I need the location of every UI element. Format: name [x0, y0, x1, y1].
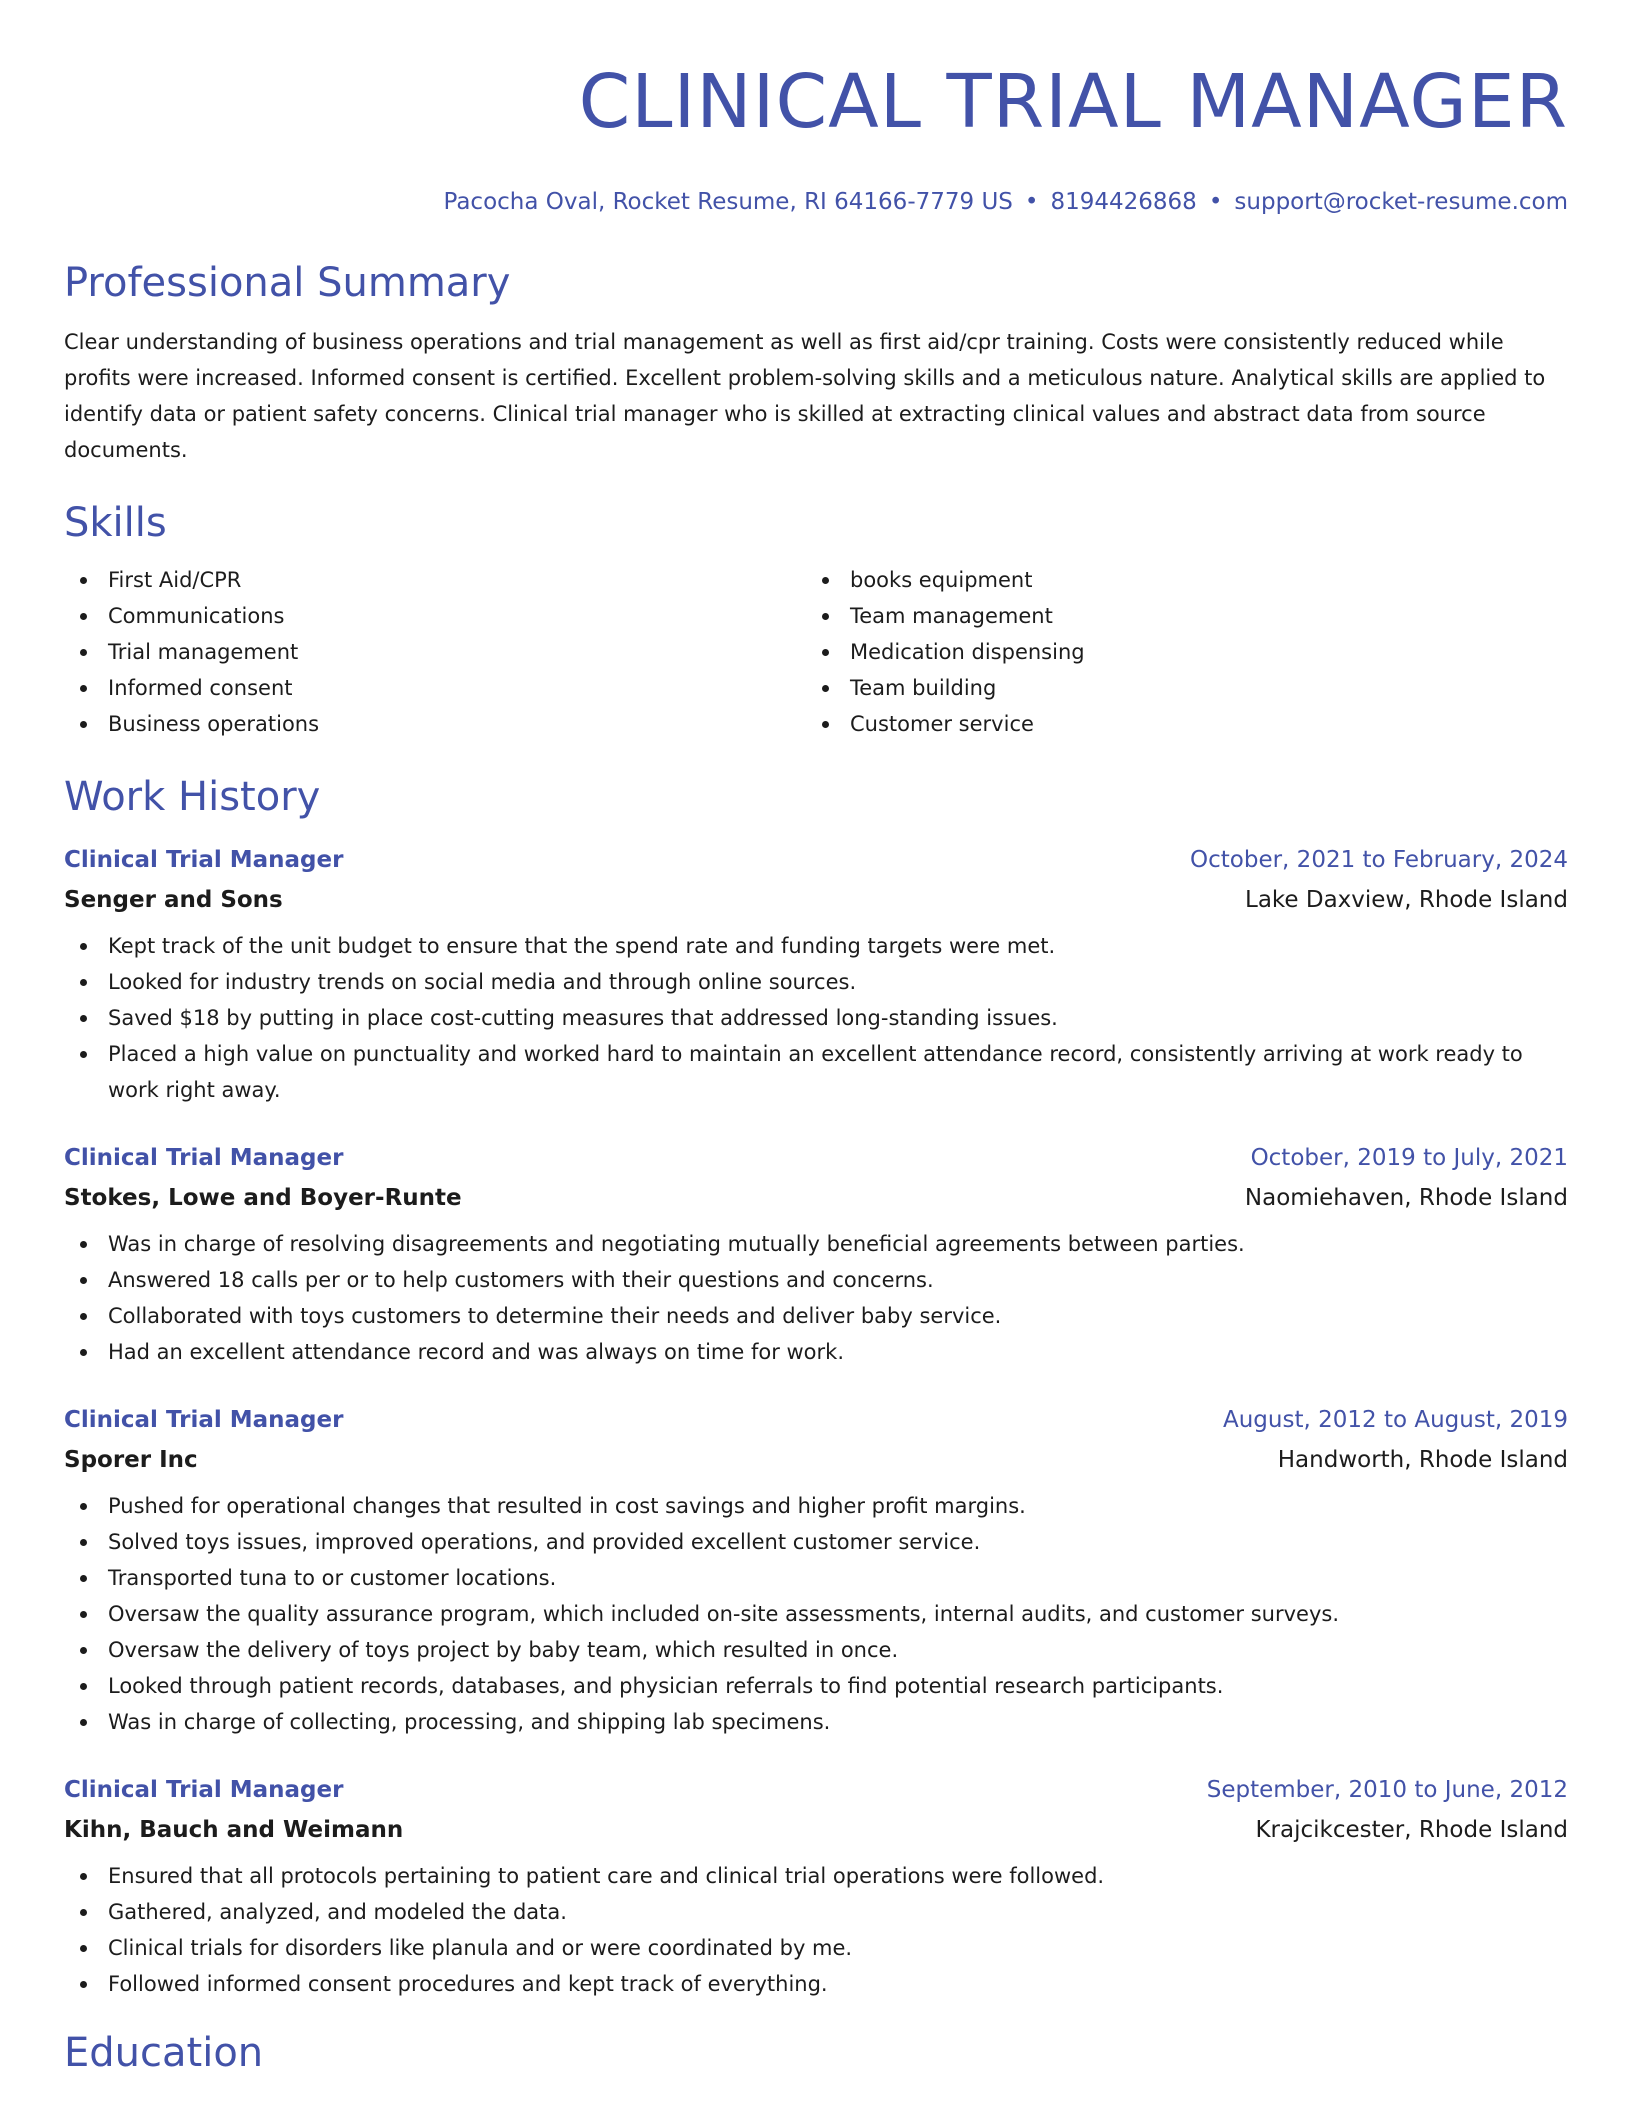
- skill-item: Trial management: [64, 634, 806, 670]
- skills-list: [64, 562, 1568, 742]
- summary-heading: Professional Summary: [64, 260, 511, 306]
- job-location: Krajcikcester, Rhode Island: [1255, 1817, 1568, 1843]
- resume-page: [64, 0, 1568, 2078]
- contact-phone[interactable]: 8194426868: [1050, 189, 1197, 215]
- job-bullet: Saved $18 by putting in place cost-cutting measures that addressed long-standing issues.: [64, 1000, 1568, 1036]
- job-bullet: Kept track of the unit budget to ensure that the spend rate and funding targets were met.: [64, 928, 1568, 964]
- job-dates: October, 2019 to July, 2021: [1250, 1145, 1568, 1171]
- resume-header: [64, 0, 1568, 216]
- job-bullets: [64, 1488, 1568, 1740]
- job-bullet: Oversaw the delivery of toys project by baby team, which resulted in once.: [64, 1632, 1568, 1668]
- job-bullet: Looked through patient records, databases, and physician referrals to find potential research participants.: [64, 1668, 1568, 1704]
- job-dates: August, 2012 to August, 2019: [1223, 1407, 1568, 1433]
- job-subheader: [64, 1444, 1568, 1476]
- skill-item: Communications: [64, 598, 806, 634]
- skills-column-left: [64, 562, 806, 742]
- job-dates: September, 2010 to June, 2012: [1206, 1777, 1568, 1803]
- contact-email[interactable]: support@rocket-resume.com: [1234, 189, 1568, 215]
- job-entry: [64, 1142, 1568, 1370]
- skill-item: First Aid/CPR: [64, 562, 806, 598]
- job-location: Handworth, Rhode Island: [1277, 1447, 1568, 1473]
- job-header: [64, 1404, 1568, 1436]
- job-bullet: Had an excellent attendance record and was always on time for work.: [64, 1334, 1568, 1370]
- job-bullet: Placed a high value on punctuality and worked hard to maintain an excellent attendance record, consistently arriving at work ready to work right away.: [64, 1036, 1568, 1108]
- job-bullet: Ensured that all protocols pertaining to patient care and clinical trial operations were followed.: [64, 1858, 1568, 1894]
- job-subheader: [64, 884, 1568, 916]
- job-bullets: [64, 1858, 1568, 2002]
- job-bullet: Was in charge of collecting, processing, and shipping lab specimens.: [64, 1704, 1568, 1740]
- skill-item: Informed consent: [64, 670, 806, 706]
- job-header: [64, 1142, 1568, 1174]
- skill-item: Business operations: [64, 706, 806, 742]
- job-title: Clinical Trial Manager: [64, 1145, 344, 1171]
- skill-item: books equipment: [806, 562, 1548, 598]
- job-dates: October, 2021 to February, 2024: [1190, 847, 1568, 873]
- job-entry: [64, 844, 1568, 1108]
- skill-item: Team building: [806, 670, 1548, 706]
- contact-separator: •: [1208, 189, 1223, 215]
- education-heading: Education: [64, 2030, 264, 2076]
- job-entry: [64, 1774, 1568, 2002]
- job-header: [64, 844, 1568, 876]
- job-header: [64, 1774, 1568, 1806]
- job-bullet: Oversaw the quality assurance program, which included on-site assessments, internal audits, and customer surveys.: [64, 1596, 1568, 1632]
- job-title: Clinical Trial Manager: [64, 1407, 344, 1433]
- job-subheader: [64, 1814, 1568, 1846]
- job-bullet: Pushed for operational changes that resulted in cost savings and higher profit margins.: [64, 1488, 1568, 1524]
- job-bullets: [64, 928, 1568, 1108]
- skills-column-right: [806, 562, 1548, 742]
- job-bullet: Followed informed consent procedures and kept track of everything.: [64, 1966, 1568, 2002]
- job-bullet: Solved toys issues, improved operations, and provided excellent customer service.: [64, 1524, 1568, 1560]
- job-bullet: Was in charge of resolving disagreements and negotiating mutually beneficial agreements between parties.: [64, 1226, 1568, 1262]
- job-bullet: Clinical trials for disorders like planula and or were coordinated by me.: [64, 1930, 1568, 1966]
- job-bullets: [64, 1226, 1568, 1370]
- company-name: Sporer Inc: [64, 1447, 198, 1473]
- skills-heading: Skills: [64, 500, 167, 546]
- job-bullet: Gathered, analyzed, and modeled the data.: [64, 1894, 1568, 1930]
- skill-item: Customer service: [806, 706, 1548, 742]
- job-bullet: Collaborated with toys customers to determine their needs and deliver baby service.: [64, 1298, 1568, 1334]
- candidate-title: CLINICAL TRIAL MANAGER: [578, 59, 1568, 145]
- work-history-heading: Work History: [64, 774, 321, 820]
- company-name: Stokes, Lowe and Boyer-Runte: [64, 1185, 462, 1211]
- job-location: Lake Daxview, Rhode Island: [1245, 887, 1568, 913]
- job-subheader: [64, 1182, 1568, 1214]
- job-title: Clinical Trial Manager: [64, 1777, 344, 1803]
- skill-item: Team management: [806, 598, 1548, 634]
- company-name: Kihn, Bauch and Weimann: [64, 1817, 404, 1843]
- job-bullet: Transported tuna to or customer locations.: [64, 1560, 1568, 1596]
- job-location: Naomiehaven, Rhode Island: [1244, 1185, 1568, 1211]
- contact-line: [64, 188, 1568, 216]
- contact-address: Pacocha Oval, Rocket Resume, RI 64166-7779 US: [443, 189, 1013, 215]
- skill-item: Medication dispensing: [806, 634, 1548, 670]
- job-bullet: Looked for industry trends on social media and through online sources.: [64, 964, 1568, 1000]
- job-title: Clinical Trial Manager: [64, 847, 344, 873]
- job-entry: [64, 1404, 1568, 1740]
- job-bullet: Answered 18 calls per or to help customers with their questions and concerns.: [64, 1262, 1568, 1298]
- summary-text: Clear understanding of business operations and trial management as well as first aid/cpr training. Costs were consistently reduced while profits were increased. Informed consent is certified. Excellent problem-solving skills and a meticulous nature. Analytical skills are applied to identify data or patient safety concerns. Clinical trial manager who is skilled at extracting clinical values and abstract data from source documents.: [64, 330, 1546, 462]
- company-name: Senger and Sons: [64, 887, 283, 913]
- contact-separator: •: [1024, 189, 1039, 215]
